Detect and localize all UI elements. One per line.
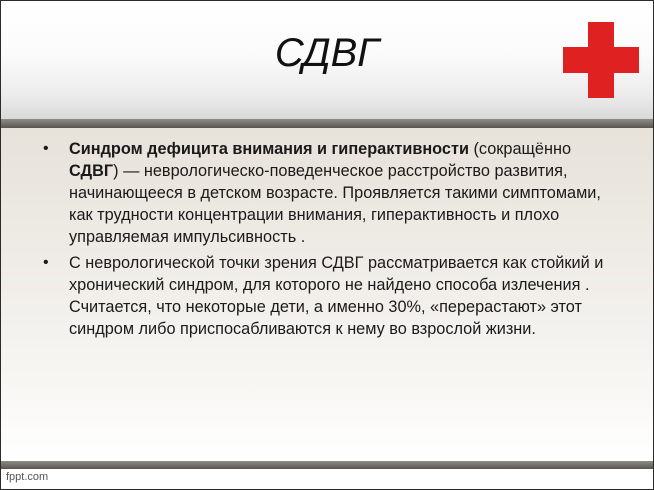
bullet-item-neurology [37,252,607,340]
slide-content [1,128,653,461]
bullet-dot-icon: • [43,254,49,271]
red-cross-horizontal [563,47,639,73]
bullet-item-definition [37,138,607,248]
bullet-paren-open: (сокращённо [468,140,571,158]
slide-footer [1,469,653,489]
bullet-neurology-text: С неврологической точки зрения СДВГ рассматривается как стойкий и хронический синдром, для которого не найдено способа излечения . Считается, что некоторые дети, а именно 30%, «перерастают» этот синдром либо приспосабливаются к нему во взрослой жизни. [69,254,604,338]
bullet-definition-text: ) — неврологическо-поведенческое расстройство развития, начинающееся в детском возрасте. Проявляется такими симптомами, как трудности концентрации внимания, гиперактивность и плохо управляемая импульсивность . [69,162,601,246]
red-cross-icon [563,22,639,98]
slide-title: СДВГ [274,31,380,75]
footer-divider-bar [1,461,653,469]
bullet-dot-icon: • [43,140,49,157]
slide-header [1,1,653,119]
bullet-bold-term: Синдром дефицита внимания и гиперактивности [69,140,469,158]
bullet-list [37,138,607,344]
bullet-abbreviation: СДВГ [69,162,114,180]
watermark-text: fppt.com [6,471,49,483]
header-divider-bar [1,119,653,128]
